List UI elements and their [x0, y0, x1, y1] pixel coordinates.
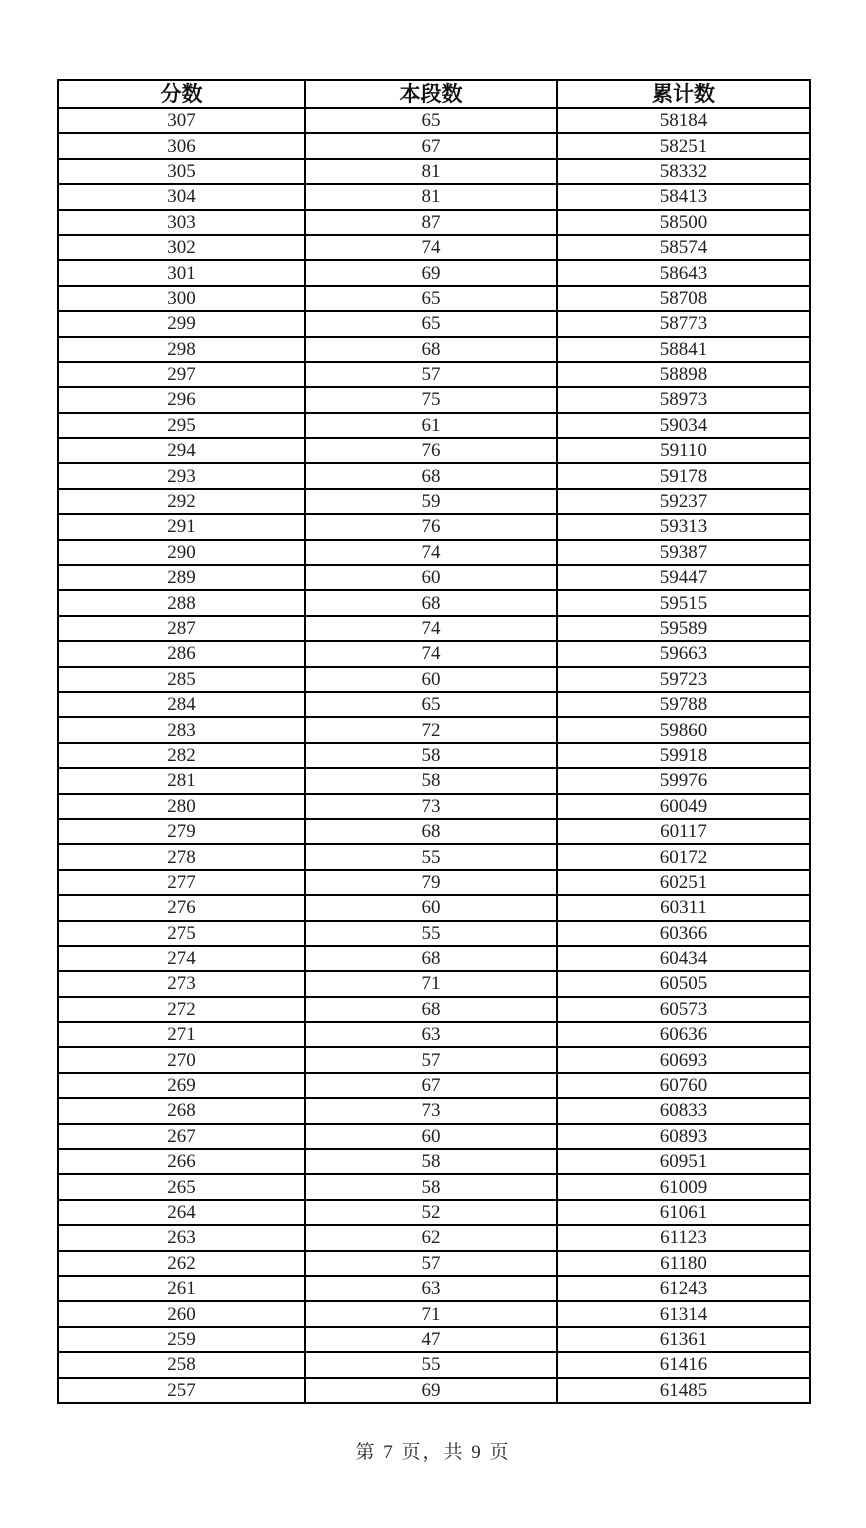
cumulative-count-cell: 60573 — [557, 997, 810, 1022]
score-column-header: 分数 — [58, 80, 305, 108]
segment-count-cell: 52 — [305, 1200, 557, 1225]
segment-count-cell: 74 — [305, 235, 557, 260]
table-row — [58, 997, 810, 1022]
score-cell: 266 — [58, 1149, 305, 1174]
table-row — [58, 463, 810, 488]
cumulative-count-cell: 58413 — [557, 184, 810, 209]
table-row — [58, 286, 810, 311]
page-number-footer: 第 7 页，共 9 页 — [355, 1442, 511, 1463]
score-cell: 271 — [58, 1022, 305, 1047]
cumulative-count-cell: 60760 — [557, 1073, 810, 1098]
segment-count-cell: 62 — [305, 1225, 557, 1250]
cumulative-count-cell: 58574 — [557, 235, 810, 260]
segment-count-cell: 69 — [305, 1378, 557, 1403]
segment-count-cell: 73 — [305, 1098, 557, 1123]
table-row — [58, 1174, 810, 1199]
segment-count-cell: 76 — [305, 514, 557, 539]
score-cell: 292 — [58, 489, 305, 514]
cumulative-count-cell: 58251 — [557, 133, 810, 158]
score-cell: 274 — [58, 946, 305, 971]
score-cell: 290 — [58, 540, 305, 565]
score-cell: 305 — [58, 159, 305, 184]
table-row — [58, 210, 810, 235]
cumulative-count-cell: 59237 — [557, 489, 810, 514]
table-row — [58, 590, 810, 615]
table-row — [58, 692, 810, 717]
cumulative-count-cell: 58773 — [557, 311, 810, 336]
table-row — [58, 1301, 810, 1326]
table-row — [58, 311, 810, 336]
score-cell: 304 — [58, 184, 305, 209]
cumulative-count-cell: 58708 — [557, 286, 810, 311]
segment-count-cell: 60 — [305, 667, 557, 692]
table-body — [58, 108, 810, 1403]
segment-count-cell: 68 — [305, 337, 557, 362]
segment-count-cell: 55 — [305, 1352, 557, 1377]
score-cell: 261 — [58, 1276, 305, 1301]
score-cell: 273 — [58, 971, 305, 996]
score-cell: 303 — [58, 210, 305, 235]
table-row — [58, 819, 810, 844]
cumulative-count-cell: 59663 — [557, 641, 810, 666]
segment-count-cell: 57 — [305, 362, 557, 387]
score-cell: 286 — [58, 641, 305, 666]
score-cell: 297 — [58, 362, 305, 387]
score-cell: 300 — [58, 286, 305, 311]
segment-count-cell: 58 — [305, 768, 557, 793]
cumulative-count-cell: 60366 — [557, 921, 810, 946]
cumulative-count-cell: 58643 — [557, 260, 810, 285]
segment-count-cell: 63 — [305, 1276, 557, 1301]
segment-count-cell: 65 — [305, 108, 557, 133]
table-row — [58, 768, 810, 793]
segment-count-cell: 67 — [305, 133, 557, 158]
table-row — [58, 159, 810, 184]
segment-count-cell: 81 — [305, 159, 557, 184]
segment-count-cell: 67 — [305, 1073, 557, 1098]
table-row — [58, 895, 810, 920]
segment-count-cell: 60 — [305, 1124, 557, 1149]
table-row — [58, 184, 810, 209]
segment-count-cell: 74 — [305, 641, 557, 666]
score-cell: 299 — [58, 311, 305, 336]
cumulative-count-cell: 61485 — [557, 1378, 810, 1403]
score-cell: 281 — [58, 768, 305, 793]
score-cell: 270 — [58, 1047, 305, 1072]
score-cell: 282 — [58, 743, 305, 768]
table-row — [58, 1327, 810, 1352]
segment-count-cell: 73 — [305, 794, 557, 819]
cumulative-count-cell: 58841 — [557, 337, 810, 362]
cumulative-count-cell: 59034 — [557, 413, 810, 438]
segment-count-cell: 59 — [305, 489, 557, 514]
cumulative-count-cell: 58332 — [557, 159, 810, 184]
segment-count-cell: 58 — [305, 1174, 557, 1199]
score-cell: 296 — [58, 387, 305, 412]
score-cell: 288 — [58, 590, 305, 615]
table-row — [58, 1276, 810, 1301]
score-cell: 295 — [58, 413, 305, 438]
score-cell: 258 — [58, 1352, 305, 1377]
segment-count-cell: 81 — [305, 184, 557, 209]
cumulative-count-column-header: 累计数 — [557, 80, 810, 108]
table-row — [58, 438, 810, 463]
table-row — [58, 1073, 810, 1098]
cumulative-count-cell: 61123 — [557, 1225, 810, 1250]
segment-count-cell: 69 — [305, 260, 557, 285]
score-cell: 264 — [58, 1200, 305, 1225]
cumulative-count-cell: 60693 — [557, 1047, 810, 1072]
score-cell: 298 — [58, 337, 305, 362]
cumulative-count-cell: 59110 — [557, 438, 810, 463]
segment-count-cell: 47 — [305, 1327, 557, 1352]
cumulative-count-cell: 58898 — [557, 362, 810, 387]
cumulative-count-cell: 61416 — [557, 1352, 810, 1377]
score-distribution-table — [57, 79, 811, 1404]
cumulative-count-cell: 59313 — [557, 514, 810, 539]
score-cell: 289 — [58, 565, 305, 590]
cumulative-count-cell: 58500 — [557, 210, 810, 235]
segment-count-column-header: 本段数 — [305, 80, 557, 108]
table-row — [58, 1124, 810, 1149]
segment-count-cell: 57 — [305, 1251, 557, 1276]
table-row — [58, 1251, 810, 1276]
segment-count-cell: 75 — [305, 387, 557, 412]
segment-count-cell: 74 — [305, 540, 557, 565]
segment-count-cell: 58 — [305, 1149, 557, 1174]
table-row — [58, 489, 810, 514]
score-cell: 265 — [58, 1174, 305, 1199]
table-row — [58, 794, 810, 819]
score-cell: 283 — [58, 717, 305, 742]
segment-count-cell: 65 — [305, 311, 557, 336]
segment-count-cell: 68 — [305, 463, 557, 488]
score-cell: 291 — [58, 514, 305, 539]
segment-count-cell: 79 — [305, 870, 557, 895]
score-cell: 302 — [58, 235, 305, 260]
segment-count-cell: 61 — [305, 413, 557, 438]
cumulative-count-cell: 60049 — [557, 794, 810, 819]
table-row — [58, 1047, 810, 1072]
cumulative-count-cell: 59447 — [557, 565, 810, 590]
cumulative-count-cell: 60172 — [557, 844, 810, 869]
cumulative-count-cell: 58184 — [557, 108, 810, 133]
segment-count-cell: 68 — [305, 819, 557, 844]
cumulative-count-cell: 58973 — [557, 387, 810, 412]
segment-count-cell: 60 — [305, 895, 557, 920]
segment-count-cell: 74 — [305, 616, 557, 641]
score-cell: 284 — [58, 692, 305, 717]
cumulative-count-cell: 61314 — [557, 1301, 810, 1326]
table-row — [58, 1378, 810, 1403]
score-cell: 267 — [58, 1124, 305, 1149]
score-cell: 301 — [58, 260, 305, 285]
segment-count-cell: 87 — [305, 210, 557, 235]
table-row — [58, 108, 810, 133]
cumulative-count-cell: 61061 — [557, 1200, 810, 1225]
table-row — [58, 1200, 810, 1225]
score-cell: 268 — [58, 1098, 305, 1123]
cumulative-count-cell: 59976 — [557, 768, 810, 793]
cumulative-count-cell: 59918 — [557, 743, 810, 768]
score-cell: 307 — [58, 108, 305, 133]
cumulative-count-cell: 59589 — [557, 616, 810, 641]
segment-count-cell: 71 — [305, 1301, 557, 1326]
score-cell: 275 — [58, 921, 305, 946]
table-row — [58, 616, 810, 641]
table-row — [58, 337, 810, 362]
cumulative-count-cell: 60117 — [557, 819, 810, 844]
segment-count-cell: 58 — [305, 743, 557, 768]
table-row — [58, 1225, 810, 1250]
cumulative-count-cell: 59788 — [557, 692, 810, 717]
table-row — [58, 1149, 810, 1174]
score-cell: 276 — [58, 895, 305, 920]
table-row — [58, 1352, 810, 1377]
score-cell: 280 — [58, 794, 305, 819]
cumulative-count-cell: 60833 — [557, 1098, 810, 1123]
cumulative-count-cell: 60251 — [557, 870, 810, 895]
cumulative-count-cell: 59387 — [557, 540, 810, 565]
segment-count-cell: 55 — [305, 921, 557, 946]
cumulative-count-cell: 61009 — [557, 1174, 810, 1199]
segment-count-cell: 68 — [305, 946, 557, 971]
score-cell: 287 — [58, 616, 305, 641]
segment-count-cell: 63 — [305, 1022, 557, 1047]
score-cell: 272 — [58, 997, 305, 1022]
table-row — [58, 260, 810, 285]
cumulative-count-cell: 60505 — [557, 971, 810, 996]
cumulative-count-cell: 59860 — [557, 717, 810, 742]
table-row — [58, 362, 810, 387]
score-cell: 294 — [58, 438, 305, 463]
table-row — [58, 971, 810, 996]
score-cell: 269 — [58, 1073, 305, 1098]
cumulative-count-cell: 61180 — [557, 1251, 810, 1276]
table-row — [58, 946, 810, 971]
table-row — [58, 235, 810, 260]
segment-count-cell: 65 — [305, 286, 557, 311]
table-row — [58, 133, 810, 158]
table-row — [58, 387, 810, 412]
cumulative-count-cell: 60311 — [557, 895, 810, 920]
cumulative-count-cell: 60434 — [557, 946, 810, 971]
score-cell: 279 — [58, 819, 305, 844]
cumulative-count-cell: 59723 — [557, 667, 810, 692]
cumulative-count-cell: 59178 — [557, 463, 810, 488]
score-cell: 262 — [58, 1251, 305, 1276]
segment-count-cell: 68 — [305, 590, 557, 615]
table-row — [58, 413, 810, 438]
table-header-row — [58, 80, 810, 108]
segment-count-cell: 55 — [305, 844, 557, 869]
segment-count-cell: 65 — [305, 692, 557, 717]
score-cell: 278 — [58, 844, 305, 869]
cumulative-count-cell: 60951 — [557, 1149, 810, 1174]
segment-count-cell: 68 — [305, 997, 557, 1022]
score-cell: 306 — [58, 133, 305, 158]
score-cell: 293 — [58, 463, 305, 488]
table-row — [58, 667, 810, 692]
table-row — [58, 870, 810, 895]
table-row — [58, 1022, 810, 1047]
table-row — [58, 1098, 810, 1123]
score-cell: 260 — [58, 1301, 305, 1326]
cumulative-count-cell: 60636 — [557, 1022, 810, 1047]
table-row — [58, 844, 810, 869]
segment-count-cell: 71 — [305, 971, 557, 996]
score-cell: 259 — [58, 1327, 305, 1352]
table-row — [58, 921, 810, 946]
score-cell: 263 — [58, 1225, 305, 1250]
segment-count-cell: 72 — [305, 717, 557, 742]
cumulative-count-cell: 59515 — [557, 590, 810, 615]
table-row — [58, 540, 810, 565]
cumulative-count-cell: 61243 — [557, 1276, 810, 1301]
segment-count-cell: 76 — [305, 438, 557, 463]
segment-count-cell: 57 — [305, 1047, 557, 1072]
score-cell: 277 — [58, 870, 305, 895]
table-row — [58, 641, 810, 666]
table-row — [58, 743, 810, 768]
table-row — [58, 717, 810, 742]
cumulative-count-cell: 61361 — [557, 1327, 810, 1352]
cumulative-count-cell: 60893 — [557, 1124, 810, 1149]
score-cell: 257 — [58, 1378, 305, 1403]
segment-count-cell: 60 — [305, 565, 557, 590]
table-row — [58, 565, 810, 590]
table-row — [58, 514, 810, 539]
score-cell: 285 — [58, 667, 305, 692]
